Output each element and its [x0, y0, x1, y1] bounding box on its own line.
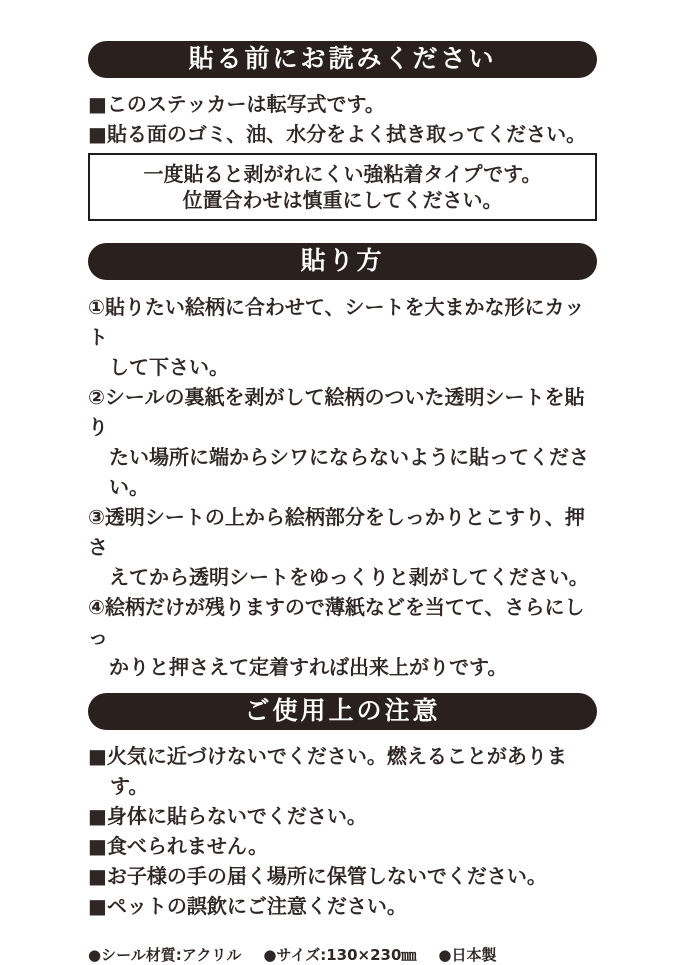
product-specs	[88, 945, 597, 965]
section-title-before-applying: 貼る前にお読みください	[188, 44, 497, 73]
step-line: たい場所に端からシワにならないように貼ってください。	[109, 445, 589, 499]
step-line: えてから透明シートをゆっくりと剥がしてください。	[109, 565, 589, 589]
caution-item: ■ペットの誤飲にご注意ください。	[88, 894, 407, 918]
strong-adhesive-warning-box	[88, 153, 597, 221]
step-1	[88, 292, 597, 382]
step-line: ①貼りたい絵柄に合わせて、シートを大まかな形にカット	[88, 295, 585, 349]
step-line: ④絵柄だけが残りますので薄紙などを当てて、さらにしっ	[88, 595, 585, 649]
note-item: ■貼る面のゴミ、油、水分をよく拭き取ってください。	[88, 122, 587, 146]
spec-material: ●シール材質:アクリル	[88, 946, 242, 964]
caution-item: ■身体に貼らないでください。	[88, 804, 367, 828]
step-4	[88, 592, 597, 682]
caution-item: ■食べられません。	[88, 834, 269, 858]
step-2	[88, 382, 597, 502]
note-item: ■このステッカーは転写式です。	[88, 92, 385, 116]
caution-item: ■お子様の手の届く場所に保管しないでください。	[88, 864, 547, 888]
step-3	[88, 502, 597, 592]
instruction-sheet	[88, 41, 597, 965]
spec-size: ●サイズ:130×230㎜	[263, 946, 417, 964]
how-to-apply-steps	[88, 292, 597, 682]
warning-line: 一度貼ると剥がれにくい強粘着タイプです。	[143, 162, 542, 186]
step-line: かりと押さえて定着すれば出来上がりです。	[109, 655, 508, 679]
section-title-cautions: ご使用上の注意	[244, 696, 441, 725]
section-header-before-applying	[88, 41, 597, 78]
section-title-how-to-apply: 貼り方	[300, 246, 385, 275]
before-applying-notes	[88, 89, 597, 149]
step-line: して下さい。	[109, 355, 229, 379]
step-line: ②シールの裏紙を剥がして絵柄のついた透明シートを貼り	[88, 385, 585, 439]
spec-made-in: ●日本製	[438, 946, 497, 964]
caution-notes	[88, 741, 597, 921]
warning-line: 位置合わせは慎重にしてください。	[182, 188, 503, 212]
section-header-cautions	[88, 693, 597, 730]
caution-item: ■火気に近づけないでください。燃えることがあります。	[88, 744, 567, 798]
step-line: ③透明シートの上から絵柄部分をしっかりとこすり、押さ	[88, 505, 585, 559]
section-header-how-to-apply	[88, 243, 597, 280]
